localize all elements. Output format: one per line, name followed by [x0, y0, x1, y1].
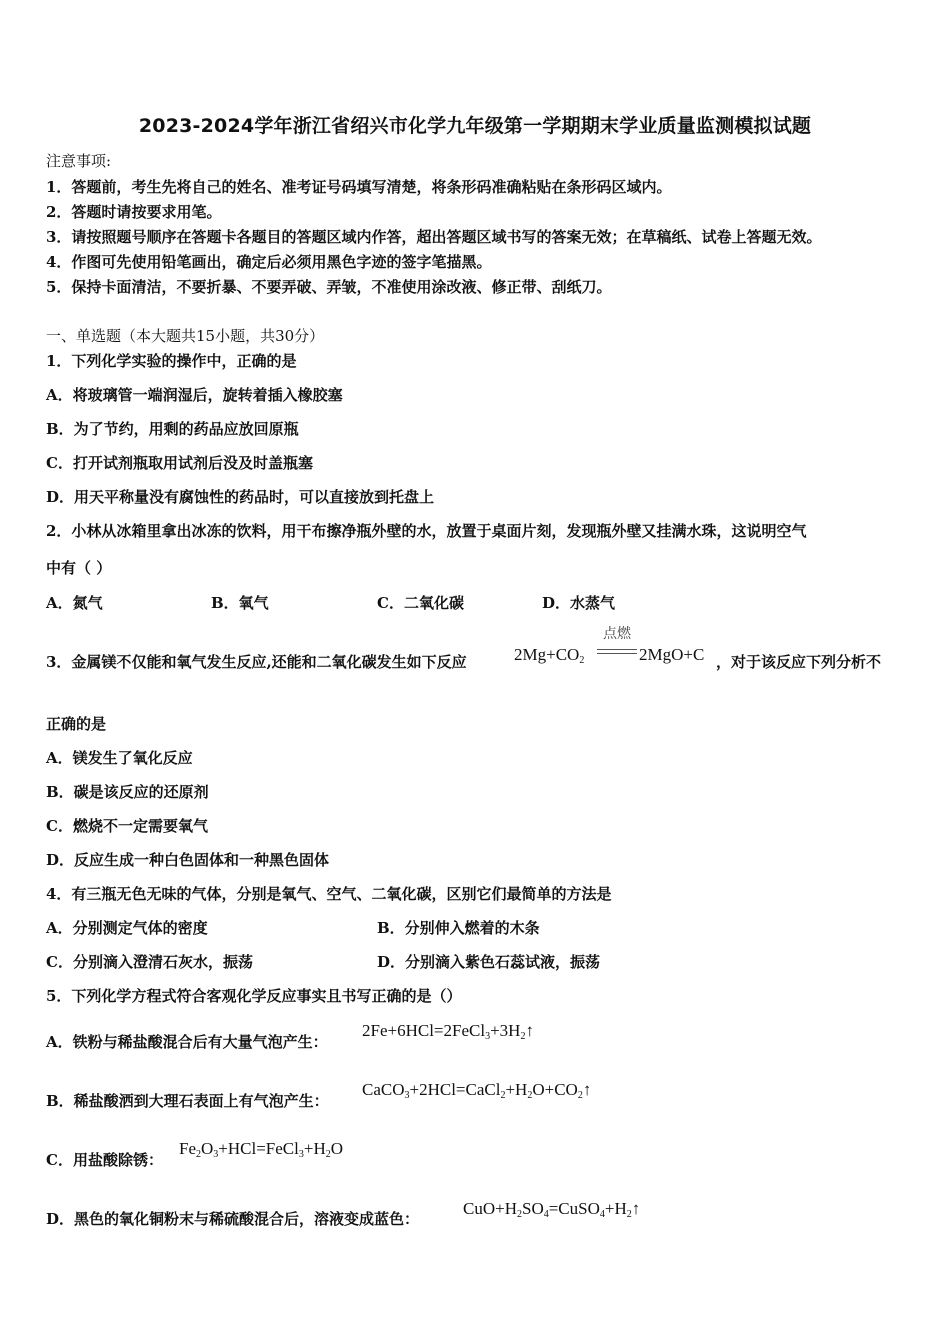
question-4-option-d: D．分别滴入紫色石蕊试液，振荡 — [377, 953, 601, 971]
question-3-stem: 3．金属镁不仅能和氧气发生反应,还能和二氧化碳发生如下反应 — [46, 653, 467, 671]
question-1-option-a: A．将玻璃管一端润湿后，旋转着插入橡胶塞 — [46, 386, 343, 404]
question-5-option-d: D．黑色的氧化铜粉末与稀硫酸混合后，溶液变成蓝色： — [46, 1210, 420, 1228]
question-4-option-b: B．分别伸入燃着的木条 — [377, 919, 540, 937]
question-1-option-d: D．用天平称量没有腐蚀性的药品时，可以直接放到托盘上 — [46, 488, 435, 506]
question-3-option-d: D．反应生成一种白色固体和一种黑色固体 — [46, 851, 330, 869]
notice-item-4: 4．作图可先使用铅笔画出，确定后必须用黑色字迹的签字笔描黑。 — [46, 253, 492, 271]
reaction-condition-label: 点燃 — [603, 627, 631, 642]
question-2-option-a: A．氮气 — [46, 594, 103, 612]
notice-item-5: 5．保持卡面清洁，不要折暴、不要弄破、弄皱，不准使用涂改液、修正带、刮纸刀。 — [46, 278, 612, 296]
question-1-option-c: C．打开试剂瓶取用试剂后没及时盖瓶塞 — [46, 454, 313, 472]
question-5-option-a-equation: $2Fe+6HCl=2FeCl_3+3H_2↑$ — [362, 1021, 534, 1042]
question-3-equation-right: 2MgO+C — [639, 645, 705, 664]
notice-item-1: 1．答题前，考生先将自己的姓名、准考证号码填写清楚，将条形码准确粘贴在条形码区域内。 — [46, 178, 672, 196]
section-heading: 一、单选题（本大题共15小题，共30分） — [46, 327, 325, 345]
question-2-option-b: B．氧气 — [211, 594, 269, 612]
question-5-option-c-equation: $Fe_2O_3+HCl=FeCl_3+H_2O$ — [179, 1139, 344, 1160]
notice-heading: 注意事项: — [46, 152, 112, 170]
question-3-option-c: C．燃烧不一定需要氧气 — [46, 817, 208, 835]
question-2-stem: 2．小林从冰箱里拿出冰冻的饮料，用干布擦净瓶外壁的水，放置于桌面片刻，发现瓶外壁又挂满水珠，这说明空气 — [46, 522, 807, 540]
question-5-option-b-equation: $CaCO_3+2HCl=CaCl_2+H_2O+CO_2↑$ — [362, 1080, 592, 1101]
question-3-stem-tail: ，对于该反应下列分析不 — [716, 653, 882, 671]
question-5-option-b: B．稀盐酸洒到大理石表面上有气泡产生： — [46, 1092, 329, 1110]
question-3-option-b: B．碳是该反应的还原剂 — [46, 783, 209, 801]
question-3-equation-left: $2Mg+CO_2$ — [514, 645, 585, 666]
equals-line-bottom — [597, 653, 637, 654]
page-title: 2023-2024学年浙江省绍兴市化学九年级第一学期期末学业质量监测模拟试题 — [138, 115, 812, 137]
question-3-option-a: A．镁发生了氧化反应 — [46, 749, 193, 767]
question-2-option-d: D．水蒸气 — [542, 594, 616, 612]
question-2-option-c: C．二氧化碳 — [377, 594, 464, 612]
question-1-option-b: B．为了节约，用剩的药品应放回原瓶 — [46, 420, 299, 438]
question-5-option-d-equation: $CuO+H_2SO_4=CuSO_4+H_2↑$ — [463, 1199, 641, 1220]
reaction-condition — [597, 627, 637, 663]
equals-line-top — [597, 649, 637, 650]
question-3-stem-cont: 正确的是 — [46, 715, 107, 733]
question-5-stem: 5．下列化学方程式符合客观化学反应事实且书写正确的是（） — [46, 987, 462, 1005]
question-5-option-c: C．用盐酸除锈： — [46, 1151, 163, 1169]
question-1-stem: 1．下列化学实验的操作中，正确的是 — [46, 352, 297, 370]
question-5-option-a: A．铁粉与稀盐酸混合后有大量气泡产生： — [46, 1033, 328, 1051]
question-4-option-c: C．分别滴入澄清石灰水，振荡 — [46, 953, 253, 971]
question-4-stem: 4．有三瓶无色无味的气体，分别是氧气、空气、二氧化碳，区别它们最简单的方法是 — [46, 885, 612, 903]
notice-item-3: 3．请按照题号顺序在答题卡各题目的答题区域内作答，超出答题区域书写的答案无效；在草稿纸、试卷上答题无效。 — [46, 228, 822, 246]
question-2-stem-cont: 中有（ ） — [46, 559, 112, 577]
notice-item-2: 2．答题时请按要求用笔。 — [46, 203, 222, 221]
question-4-option-a: A．分别测定气体的密度 — [46, 919, 208, 937]
